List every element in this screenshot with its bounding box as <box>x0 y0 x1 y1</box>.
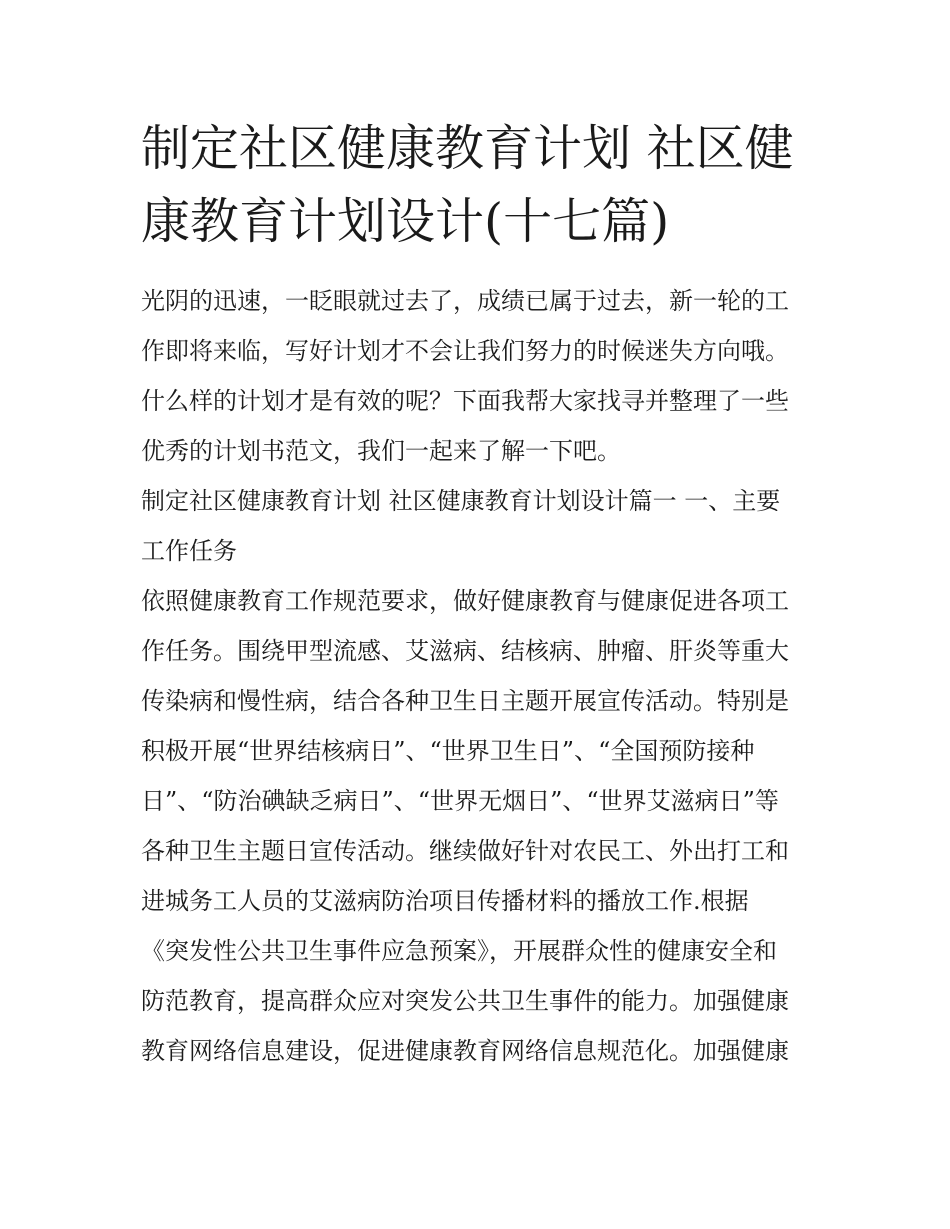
text-line: 制定社区健康教育计划 社区健康教育计划设计篇一 一、主要 <box>141 487 781 515</box>
text-line: 优秀的计划书范文，我们一起来了解一下吧。 <box>141 437 621 465</box>
text-line: 进城务工人员的艾滋病防治项目传播材料的播放工作.根据 <box>141 887 749 915</box>
text-line: 工作任务 <box>141 537 237 565</box>
document-body <box>141 276 813 1076</box>
text-line: 防范教育，提高群众应对突发公共卫生事件的能力。加强健康 <box>141 987 789 1015</box>
text-line: 日”、“防治碘缺乏病日”、“世界无烟日”、“世界艾滋病日”等 <box>141 787 779 815</box>
body-paragraph <box>141 576 813 1076</box>
title-line: 康教育计划设计(十七篇) <box>141 193 670 250</box>
text-line: 各种卫生主题日宣传活动。继续做好针对农民工、外出打工和 <box>141 837 789 865</box>
text-line: 传染病和慢性病，结合各种卫生日主题开展宣传活动。特别是 <box>141 687 789 715</box>
intro-paragraph <box>141 276 813 476</box>
text-line: 教育网络信息建设，促进健康教育网络信息规范化。加强健康 <box>141 1037 789 1065</box>
text-line: 作即将来临，写好计划才不会让我们努力的时候迷失方向哦。 <box>141 337 789 365</box>
title-line: 制定社区健康教育计划 社区健 <box>141 120 794 177</box>
text-line: 《突发性公共卫生事件应急预案》，开展群众性的健康安全和 <box>141 937 777 965</box>
document-title <box>141 112 813 258</box>
text-line: 积极开展“世界结核病日”、“世界卫生日”、“全国预防接种 <box>141 737 755 765</box>
text-line: 什么样的计划才是有效的呢？下面我帮大家找寻并整理了一些 <box>141 387 789 415</box>
text-line: 依照健康教育工作规范要求，做好健康教育与健康促进各项工 <box>141 587 789 615</box>
text-line: 作任务。围绕甲型流感、艾滋病、结核病、肿瘤、肝炎等重大 <box>141 637 789 665</box>
document-page <box>141 112 813 1076</box>
section-heading <box>141 476 813 576</box>
text-line: 光阴的迅速，一眨眼就过去了，成绩已属于过去，新一轮的工 <box>141 287 789 315</box>
